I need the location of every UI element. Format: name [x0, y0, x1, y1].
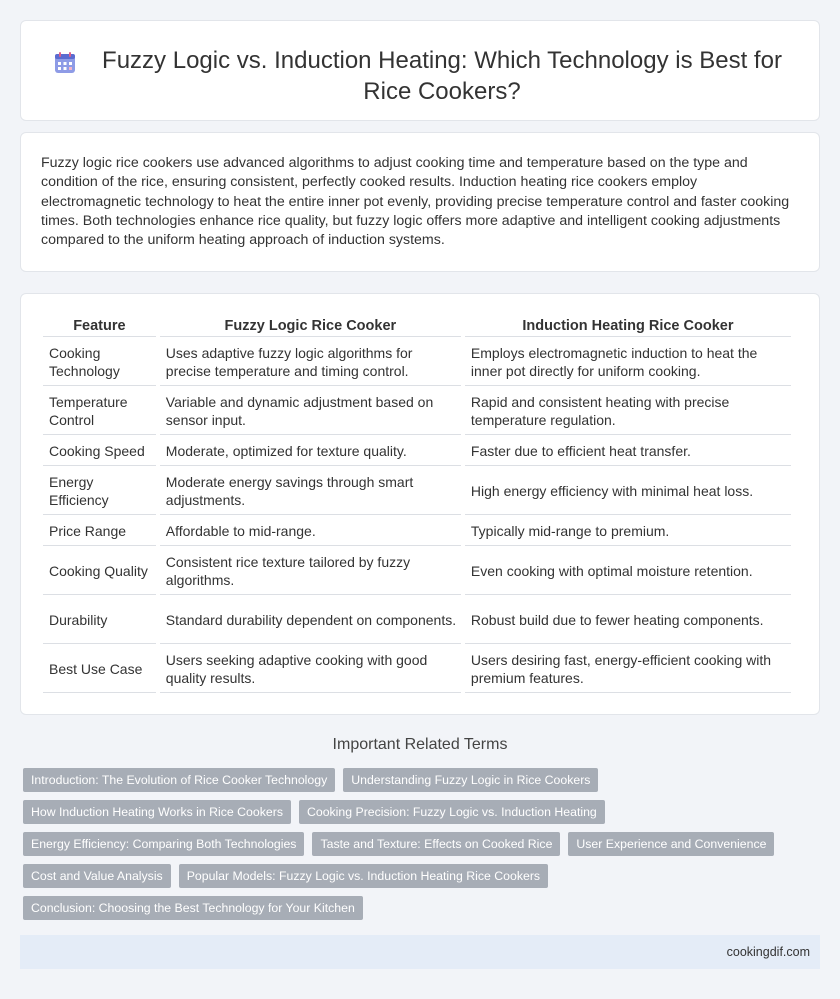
- footer: [20, 935, 820, 969]
- intro-paragraph: Fuzzy logic rice cookers use advanced algorithms to adjust cooking time and temperature based on the type and condition of the rice, ensuring consistent, perfectly cooked results. Induction heating rice cookers employ electromagnetic technology to heat the entire inner pot evenly, providing precise temperature control and faster cooking times. Both technologies enhance rice quality, but fuzzy logic offers more adaptive and intelligent cooking adjustments compared to the uniform heating approach of induction systems.: [41, 155, 790, 249]
- comparison-card: [20, 293, 820, 715]
- table-row: [43, 466, 791, 515]
- related-term-link[interactable]: Cost and Value Analysis: [23, 864, 171, 888]
- table-row: [43, 515, 791, 546]
- feature-cell: Cooking Technology: [43, 337, 156, 386]
- feature-cell: Best Use Case: [43, 644, 156, 693]
- related-term-link[interactable]: Taste and Texture: Effects on Cooked Rice: [312, 832, 560, 856]
- induction-cell: Even cooking with optimal moisture retention.: [465, 546, 791, 595]
- page-title: Fuzzy Logic vs. Induction Heating: Which Technology is Best for Rice Cookers?: [102, 47, 782, 105]
- related-term-link[interactable]: Understanding Fuzzy Logic in Rice Cookers: [343, 768, 598, 792]
- fuzzy-cell: Standard durability dependent on components.: [160, 595, 461, 644]
- table-row: [43, 337, 791, 386]
- feature-cell: Cooking Quality: [43, 546, 156, 595]
- induction-cell: Employs electromagnetic induction to heat the inner pot directly for uniform cooking.: [465, 337, 791, 386]
- header-fuzzy-logic: Fuzzy Logic Rice Cooker: [160, 312, 461, 337]
- fuzzy-cell: Moderate, optimized for texture quality.: [160, 435, 461, 466]
- feature-cell: Temperature Control: [43, 386, 156, 435]
- induction-cell: Users desiring fast, energy-efficient cooking with premium features.: [465, 644, 791, 693]
- table-row: [43, 386, 791, 435]
- intro-card: [20, 132, 820, 272]
- calendar-grid-icon: [53, 51, 77, 75]
- fuzzy-cell: Affordable to mid-range.: [160, 515, 461, 546]
- fuzzy-cell: Users seeking adaptive cooking with good quality results.: [160, 644, 461, 693]
- related-term-link[interactable]: Energy Efficiency: Comparing Both Technologies: [23, 832, 304, 856]
- induction-cell: High energy efficiency with minimal heat loss.: [465, 466, 791, 515]
- fuzzy-cell: Variable and dynamic adjustment based on sensor input.: [160, 386, 461, 435]
- fuzzy-cell: Moderate energy savings through smart adjustments.: [160, 466, 461, 515]
- table-row: [43, 644, 791, 693]
- induction-cell: Typically mid-range to premium.: [465, 515, 791, 546]
- feature-cell: Energy Efficiency: [43, 466, 156, 515]
- table-header-row: [43, 312, 791, 337]
- feature-cell: Durability: [43, 595, 156, 644]
- header-feature: Feature: [43, 312, 156, 337]
- induction-cell: Robust build due to fewer heating components.: [465, 595, 791, 644]
- table-row: [43, 546, 791, 595]
- table-row: [43, 435, 791, 466]
- fuzzy-cell: Uses adaptive fuzzy logic algorithms for precise temperature and timing control.: [160, 337, 461, 386]
- related-term-link[interactable]: Popular Models: Fuzzy Logic vs. Induction Heating Rice Cookers: [179, 864, 548, 888]
- related-term-link[interactable]: User Experience and Convenience: [568, 832, 774, 856]
- related-term-link[interactable]: Introduction: The Evolution of Rice Cooker Technology: [23, 768, 335, 792]
- fuzzy-cell: Consistent rice texture tailored by fuzzy algorithms.: [160, 546, 461, 595]
- footer-site-link[interactable]: cookingdif.com: [726, 945, 810, 959]
- feature-cell: Price Range: [43, 515, 156, 546]
- header-induction-heating: Induction Heating Rice Cooker: [465, 312, 791, 337]
- header-card: [20, 20, 820, 121]
- induction-cell: Rapid and consistent heating with precise temperature regulation.: [465, 386, 791, 435]
- related-term-link[interactable]: How Induction Heating Works in Rice Cookers: [23, 800, 291, 824]
- related-terms-list: [23, 768, 803, 928]
- induction-cell: Faster due to efficient heat transfer.: [465, 435, 791, 466]
- related-terms-heading: Important Related Terms: [332, 736, 508, 753]
- comparison-table: [39, 312, 795, 693]
- feature-cell: Cooking Speed: [43, 435, 156, 466]
- table-row: [43, 595, 791, 644]
- related-term-link[interactable]: Conclusion: Choosing the Best Technology for Your Kitchen: [23, 896, 363, 920]
- related-term-link[interactable]: Cooking Precision: Fuzzy Logic vs. Induction Heating: [299, 800, 605, 824]
